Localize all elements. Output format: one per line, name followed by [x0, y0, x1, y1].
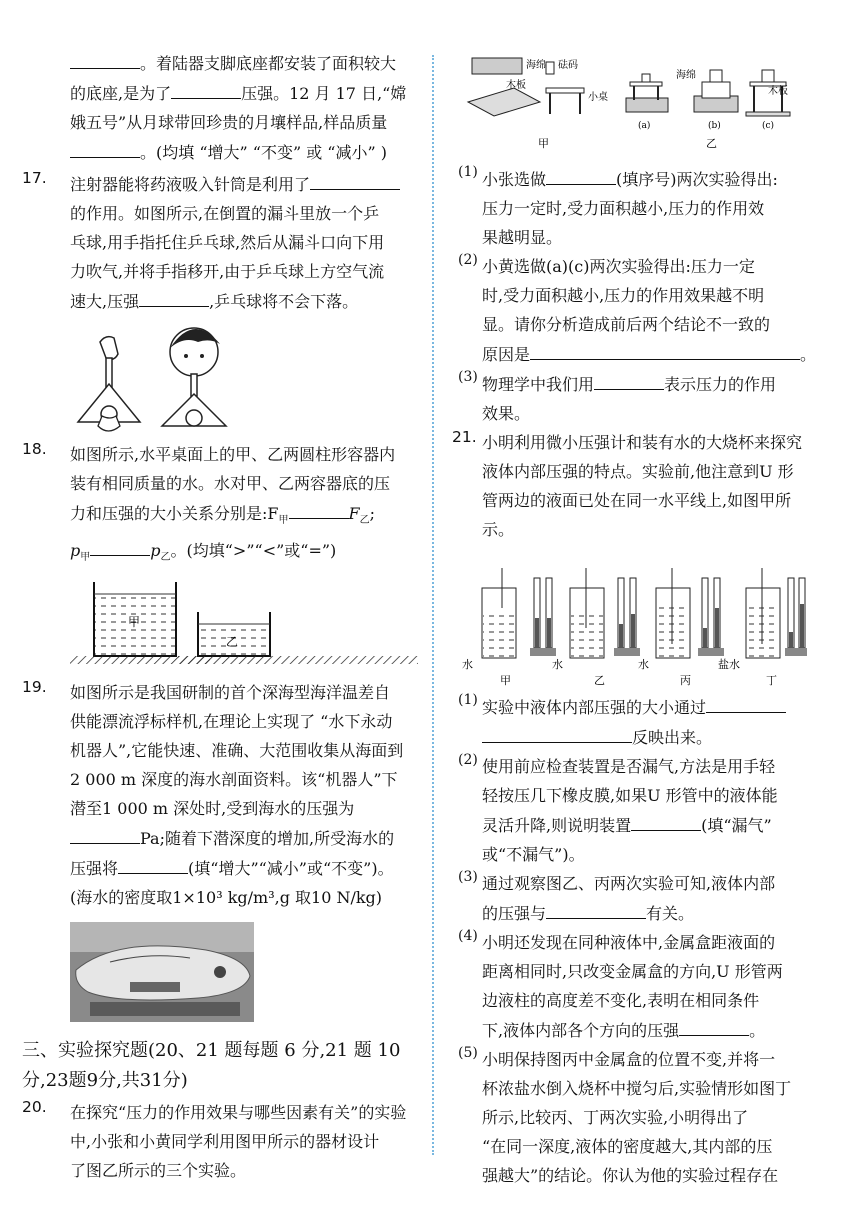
- svg-text:乙: 乙: [706, 137, 717, 150]
- svg-text:(a): (a): [638, 121, 651, 131]
- svg-text:乙: 乙: [594, 674, 605, 687]
- svg-text:木板: 木板: [506, 80, 526, 91]
- question-number: 21.: [452, 428, 477, 446]
- q21-sub-5: (5) 小明保持图丙中金属盒的位置不变,并将一 杯浓盐水倒入烧杯中搅匀后,实验情形如图丁 所示,比较丙、丁两次实验,小明得出了 “在同一深度,液体的密度越大,其内部的压 强越大”的结论。你认为他的实验过程存在: [458, 1045, 792, 1185]
- question-20: 20. 在探究“压力的作用效果与哪些因素有关”的实验 中,小张和小黄同学利用图甲所示的器材设计 了图乙所示的三个实验。: [22, 1098, 407, 1181]
- section-3-heading: 三、实验探究题(20、21 题每题 6 分,21 题 10分,23题9分,共31分): [22, 1040, 401, 1092]
- svg-text:木板: 木板: [768, 86, 788, 97]
- svg-text:(b): (b): [708, 121, 721, 131]
- q21-sub-2: (2) 使用前应检查装置是否漏气,方法是用手轻 轻按压几下橡皮膜,如果U 形管中的液体能 灵活升降,则说明装置 (填“漏气” 或“不漏气”)。: [458, 752, 778, 864]
- question-21: 21. 小明利用微小压强计和装有水的大烧杯来探究 液体内部压强的特点。实验前,他注意到U 形 管两边的液面已处在同一水平线上,如图甲所 示。: [452, 428, 803, 539]
- answer-blank[interactable]: [118, 853, 188, 874]
- answer-blank[interactable]: [594, 369, 664, 390]
- svg-text:丁: 丁: [766, 674, 777, 687]
- funnel-ping-pong-figure: [70, 322, 240, 432]
- q21-sub-1: (1) 实验中液体内部压强的大小通过 反映出来。: [458, 692, 818, 752]
- question-16-continued: 。着陆器支脚底座都安装了面积较大 的底座,是为了 压强。12 月 17 日,“嫦 娥五号”从月球带回珍贵的月壤样品,样品质量 。(均填 “增大” “不变” 或 “减小” ): [46, 48, 424, 167]
- question-number: 20.: [22, 1098, 47, 1117]
- q20-sub-3: (3) 物理学中我们用 表示压力的作用 效果。: [458, 369, 777, 423]
- svg-text:砝码: 砝码: [558, 60, 578, 71]
- answer-blank[interactable]: [310, 169, 400, 190]
- two-containers-figure: [70, 578, 430, 668]
- answer-blank[interactable]: [482, 722, 632, 743]
- svg-text:水: 水: [552, 658, 563, 671]
- q21-sub-3: (3) 通过观察图乙、丙两次实验可知,液体内部 的压强与 有关。: [458, 869, 776, 923]
- svg-text:丙: 丙: [680, 674, 691, 687]
- answer-blank[interactable]: [139, 286, 209, 307]
- q20-sub-1: (1) 小张选做 (填序号)两次实验得出: 压力一定时,受力面积越小,压力的作用效 果越明显。: [458, 164, 778, 247]
- svg-text:盐水: 盐水: [718, 658, 740, 671]
- answer-blank[interactable]: [289, 498, 349, 519]
- setup-yi: [552, 568, 640, 687]
- answer-blank[interactable]: [70, 823, 140, 844]
- answer-blank[interactable]: [171, 78, 241, 99]
- answer-blank[interactable]: [546, 164, 616, 185]
- buoy-robot-photo: [70, 922, 254, 1022]
- svg-text:(c): (c): [762, 121, 775, 131]
- answer-blank[interactable]: [706, 692, 786, 713]
- question-number: 18.: [22, 440, 47, 458]
- u-tube-pressure-figure: [458, 548, 808, 688]
- svg-text:海绵: 海绵: [676, 70, 696, 81]
- answer-blank[interactable]: [679, 1015, 749, 1036]
- question-number: 17.: [22, 169, 47, 187]
- svg-text:小桌: 小桌: [588, 92, 608, 103]
- svg-text:甲: 甲: [500, 674, 511, 687]
- answer-blank[interactable]: [70, 48, 140, 69]
- setup-jia: [462, 568, 556, 687]
- svg-text:水: 水: [462, 658, 473, 671]
- question-17: 17. 注射器能将药液吸入针筒是利用了 的作用。如图所示,在倒置的漏斗里放一个乒 乓球,用手指托住乒乓球,然后从漏斗口向下用 力吹气,并将手指移开,由于乒乓球上方空气流 速大,压强 ,乒乓球将不会下落。: [46, 169, 424, 432]
- right-column: [452, 52, 818, 1190]
- question-18: 18. 如图所示,水平桌面上的甲、乙两圆柱形容器内 装有相同质量的水。水对甲、乙两容器底的压 力和压强的大小关系分别是$:F_甲$ $F_乙$; $p_甲$ $p_乙$。(均填“>”“<”或“=”) 甲 乙: [46, 440, 424, 668]
- answer-blank[interactable]: [546, 898, 646, 919]
- answer-blank[interactable]: [90, 535, 150, 556]
- svg-text:海绵: 海绵: [526, 60, 546, 71]
- q20-sub-2: (2) 小黄选做(a)(c)两次实验得出:压力一定 时,受力面积越小,压力的作用效果越不明 显。请你分析造成前后两个结论不一致的 原因是 。: [458, 252, 817, 364]
- pressure-experiment-figure: [458, 52, 798, 152]
- svg-text:甲: 甲: [538, 137, 549, 150]
- question-number: 19.: [22, 678, 47, 697]
- column-divider: [432, 55, 434, 1155]
- answer-blank[interactable]: [70, 137, 140, 158]
- q21-sub-4: (4) 小明还发现在同种液体中,金属盒距液面的 距离相同时,只改变金属盒的方向,U 形管两 边液柱的高度差不变化,表明在相同条件 下,液体内部各个方向的压强 。: [458, 928, 783, 1040]
- label-jia: 甲: [128, 615, 141, 630]
- answer-blank[interactable]: [530, 339, 800, 360]
- label-yi: 乙: [226, 635, 239, 650]
- answer-blank[interactable]: [631, 810, 701, 831]
- setup-bing: [638, 568, 724, 687]
- setup-ding: [718, 568, 807, 687]
- question-19: 19. 如图所示是我国研制的首个深海型海洋温差自 供能漂流浮标样机,在理论上实现了 “水下永动 机器人”,它能快速、准确、大范围收集从海面到 2 000 m 深度的海水剖面资料。该“机器人”下 潜至1 000 m 深处时,受到海水的压强为 Pa;随着下潜深度的增加,所受海水的 压强将 (填“增大”“减小”或“不变”)。 (海水的密度取1×10³ kg/m³,g 取10 N/kg): [22, 678, 404, 908]
- svg-text:水: 水: [638, 658, 649, 671]
- left-column: [22, 48, 424, 1185]
